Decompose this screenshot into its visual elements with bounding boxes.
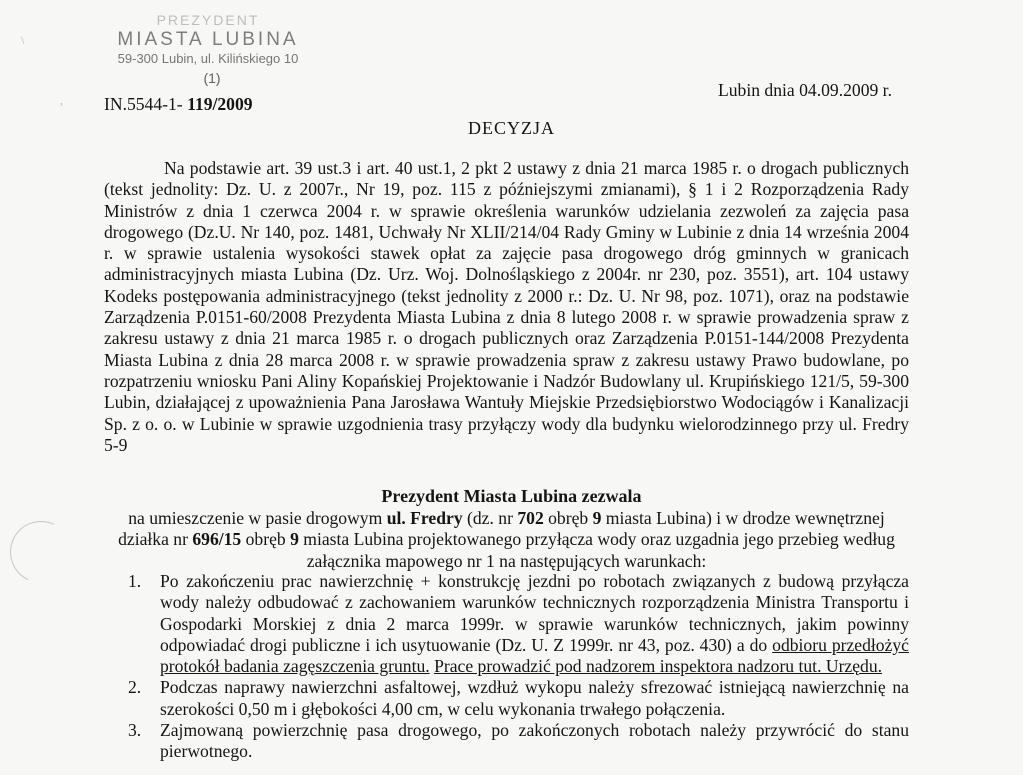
condition-underlined-text: odbioru przedłożyć protokół badania zagęszczenia gruntu.	[160, 634, 909, 677]
condition-item	[104, 720, 909, 763]
plot-number: 702	[517, 508, 544, 528]
stamp-line-number: (1)	[203, 70, 221, 86]
decision-heading: Prezydent Miasta Lubina zezwala	[381, 486, 642, 506]
intro-text: miasta Lubina) i w drodze wewnętrznej działka nr	[118, 508, 885, 550]
office-stamp	[108, 13, 308, 85]
condition-number: 1.	[128, 571, 142, 591]
reference-prefix: IN.5544-1-	[104, 94, 188, 114]
punch-hole-mark	[1, 512, 80, 591]
condition-underlined-text: Prace prowadzić pod nadzorem inspektora nadzoru tut. Urzędu.	[434, 656, 883, 677]
precinct-number: 9	[592, 508, 602, 528]
intro-text: obręb	[543, 508, 593, 528]
permission-paragraph	[104, 508, 909, 572]
condition-number: 2.	[128, 677, 142, 698]
internal-plot-number: 696/15	[192, 529, 242, 550]
scan-mark: ,	[60, 93, 63, 107]
stamp-line-office: PREZYDENT	[156, 12, 260, 28]
intro-text: miasta Lubina projektowanego przyłącza wody oraz uzgadnia jego przebieg według załącznika mapowego nr 1 na następujących warunkach:	[298, 529, 895, 571]
reference-case-number: 119/2009	[187, 94, 253, 114]
stamp-line-address: 59-300 Lubin, ul. Kilińskiego 10	[117, 51, 299, 66]
condition-text: Zajmowaną powierzchnię pasa drogowego, po zakończonych robotach należy przywrócić do stanu pierwotnego.	[160, 720, 909, 762]
conditions-list	[104, 571, 909, 763]
place-and-date: Lubin dnia 04.09.2009 r.	[718, 80, 892, 100]
condition-text: Po zakończeniu prac nawierzchnię + konstrukcję jezdni po robotach związanych z budową przyłącza wody należy odbudować z zachowaniem warunków technicznych rozporządzenia Ministra Transportu i Gospodarki Morskiej z dnia 2 marca 1999r. w sprawie warunków technicznych, jakim powinny odpowiadać drogi publiczne i ich usytuowanie (Dz. U. Z 1999r. nr 43, poz. 430) a do	[160, 571, 909, 655]
stamp-line-city: MIASTA LUBINA	[117, 29, 299, 50]
intro-text: (dz. nr	[462, 508, 518, 528]
intro-text: obręb	[241, 529, 291, 550]
condition-text: Podczas naprawy nawierzchni asfaltowej, wzdłuż wykopu należy sfrezować istniejącą nawierzchnię na szerokości 0,50 m i głębokości 4,00 cm, w celu wykonania trwałego połączenia.	[160, 677, 909, 719]
condition-number: 3.	[128, 720, 142, 741]
document-title: DECYZJA	[468, 118, 555, 138]
condition-item	[104, 677, 909, 720]
street-name: ul. Fredry	[386, 508, 463, 528]
scan-mark: \	[21, 33, 25, 47]
precinct-number: 9	[290, 529, 299, 550]
condition-item	[104, 571, 909, 677]
intro-text: na umieszczenie w pasie drogowym	[128, 508, 387, 528]
reference-number	[104, 94, 253, 115]
legal-basis-paragraph: Na podstawie art. 39 ust.3 i art. 40 ust.1, 2 pkt 2 ustawy z dnia 21 marca 1985 r. o drogach publicznych (tekst jednolity: Dz. U. z 2007r., Nr 19, poz. 115 z późniejszymi zmianami), § 1 i 2 Rozporządzenia Rady Ministrów z dnia 1 czerwca 2004 r. w sprawie określenia warunków udzielania zezwoleń za zajęcia pasa drogowego (Dz.U. Nr 140, poz. 1481, Uchwały Nr XLII/214/04 Rady Gminy w Lubinie z dnia 14 września 2004 r. w sprawie ustalenia wysokości stawek opłat za zajęcie pasa drogowego dróg gminnych w granicach administracyjnych miasta Lubina (Dz. Urz. Woj. Dolnośląskiego z 2004r. nr 230, poz. 3551), art. 104 ustawy Kodeks postępowania administracyjnego (tekst jednolity z 2000 r.: Dz. U. Nr 98, poz. 1071), oraz na podstawie Zarządzenia P.0151-60/2008 Prezydenta Miasta Lubina z dnia 8 lutego 2008 r. w sprawie prowadzenia spraw z zakresu ustawy z dnia 21 marca 1985 r. o drogach publicznych oraz Zarządzenia P.0151-144/2008 Prezydenta Miasta Lubina z dnia 28 marca 2008 r. w sprawie prowadzenia spraw z zakresu ustawy Prawo budowlane, po rozpatrzeniu wniosku Pani Aliny Kopańskiej Projektowanie i Nadzór Budowlany ul. Krupińskiego 121/5, 59-300 Lubin, działającej z upoważnienia Pana Jarosława Wantuły Miejskie Przedsiębiorstwo Wodociągów i Kanalizacji Sp. z o. o. w Lubinie w sprawie uzgodnienia trasy przyłączy wody dla budynku wielorodzinnego przy ul. Fredry 5-9	[104, 158, 909, 455]
